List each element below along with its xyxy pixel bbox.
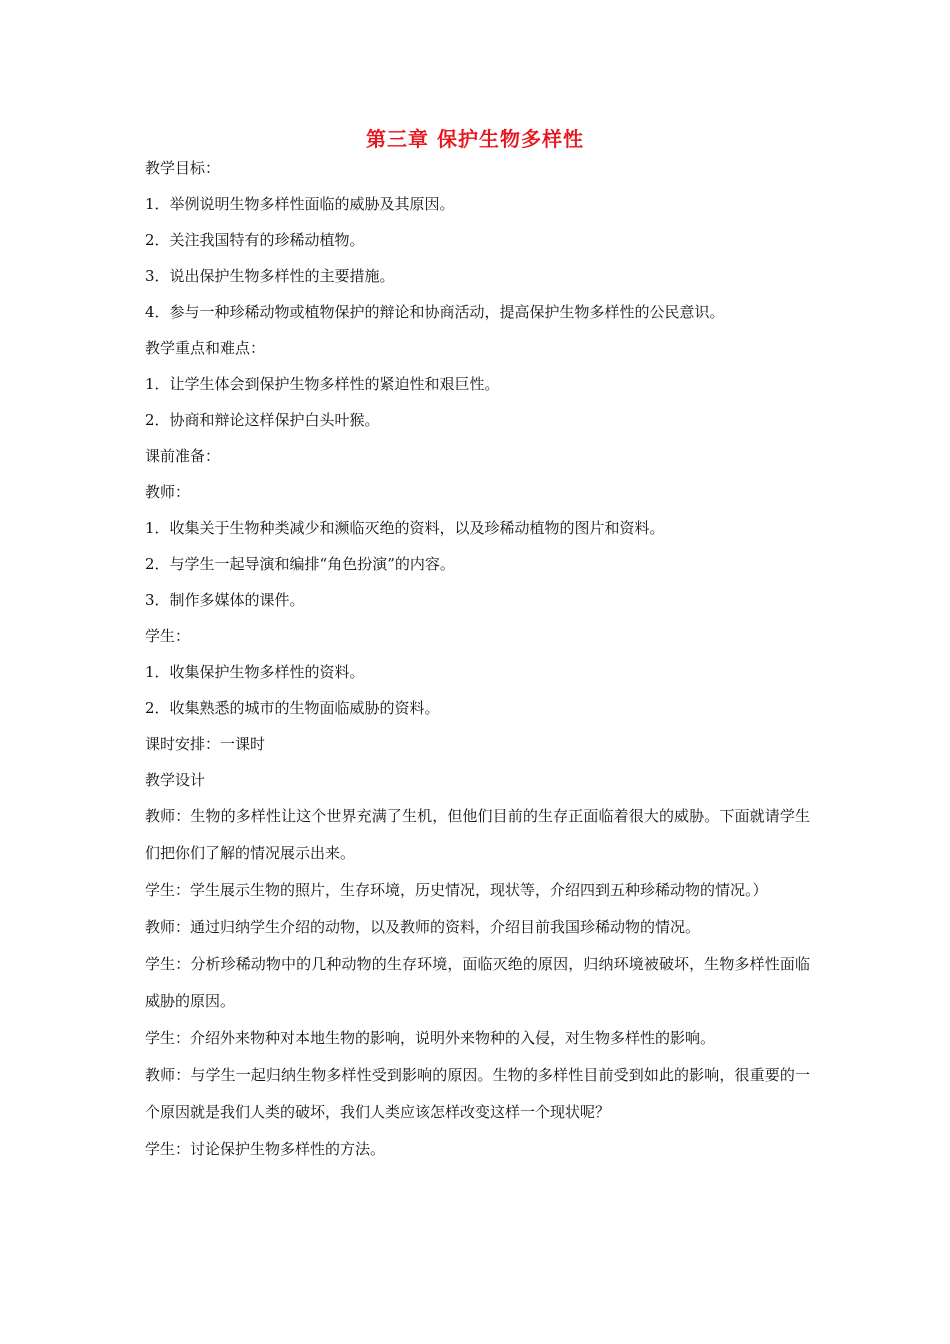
dialogue-paragraph: 学生：分析珍稀动物中的几种动物的生存环境，面临灭绝的原因，归纳环境被破坏，生物多样性面临威胁的原因。 (145, 955, 810, 1010)
heading-key-points: 教学重点和难点： (145, 339, 266, 357)
dialogue-paragraph: 学生：讨论保护生物多样性的方法。 (145, 1140, 386, 1158)
subheading-student: 学生： (145, 627, 191, 645)
dialogue-paragraph: 学生：介绍外来物种对本地生物的影响，说明外来物种的入侵，对生物多样性的影响。 (145, 1029, 716, 1047)
teacher-prep-item: 2．与学生一起导演和编排“角色扮演”的内容。 (145, 555, 455, 573)
dialogue-paragraph: 教师：通过归纳学生介绍的动物，以及教师的资料，介绍目前我国珍稀动物的情况。 (145, 918, 701, 936)
chapter-title: 第三章 保护生物多样性 (366, 127, 584, 151)
goal-item: 4．参与一种珍稀动物或植物保护的辩论和协商活动，提高保护生物多样性的公民意识。 (145, 303, 725, 321)
heading-preparation: 课前准备： (145, 447, 221, 465)
goal-item: 3．说出保护生物多样性的主要措施。 (145, 267, 395, 285)
teacher-prep-item: 1．收集关于生物种类减少和濒临灭绝的资料，以及珍稀动植物的图片和资料。 (145, 519, 665, 537)
dialogue-paragraph: 学生：学生展示生物的照片，生存环境，历史情况，现状等，介绍四到五种珍稀动物的情况。） (145, 881, 768, 899)
dialogue-paragraph: 教师：与学生一起归纳生物多样性受到影响的原因。生物的多样性目前受到如此的影响，很重要的一个原因就是我们人类的破坏，我们人类应该怎样改变这样一个现状呢？ (145, 1066, 810, 1121)
student-prep-item: 2．收集熟悉的城市的生物面临威胁的资料。 (145, 699, 440, 717)
student-prep-item: 1．收集保护生物多样性的资料。 (145, 663, 365, 681)
goal-item: 2．关注我国特有的珍稀动植物。 (145, 231, 365, 249)
document-body (145, 150, 810, 1168)
key-point-item: 1．让学生体会到保护生物多样性的紧迫性和艰巨性。 (145, 375, 500, 393)
heading-teaching-design: 教学设计 (145, 771, 206, 789)
teacher-prep-item: 3．制作多媒体的课件。 (145, 591, 305, 609)
heading-teaching-goals: 教学目标： (145, 159, 221, 177)
subheading-teacher: 教师： (145, 483, 191, 501)
key-point-item: 2．协商和辩论这样保护白头叶猴。 (145, 411, 380, 429)
schedule-line: 课时安排：一课时 (145, 735, 266, 753)
dialogue-paragraph: 教师：生物的多样性让这个世界充满了生机，但他们目前的生存正面临着很大的威胁。下面就请学生们把你们了解的情况展示出来。 (145, 807, 810, 862)
goal-item: 1．举例说明生物多样性面临的威胁及其原因。 (145, 195, 455, 213)
